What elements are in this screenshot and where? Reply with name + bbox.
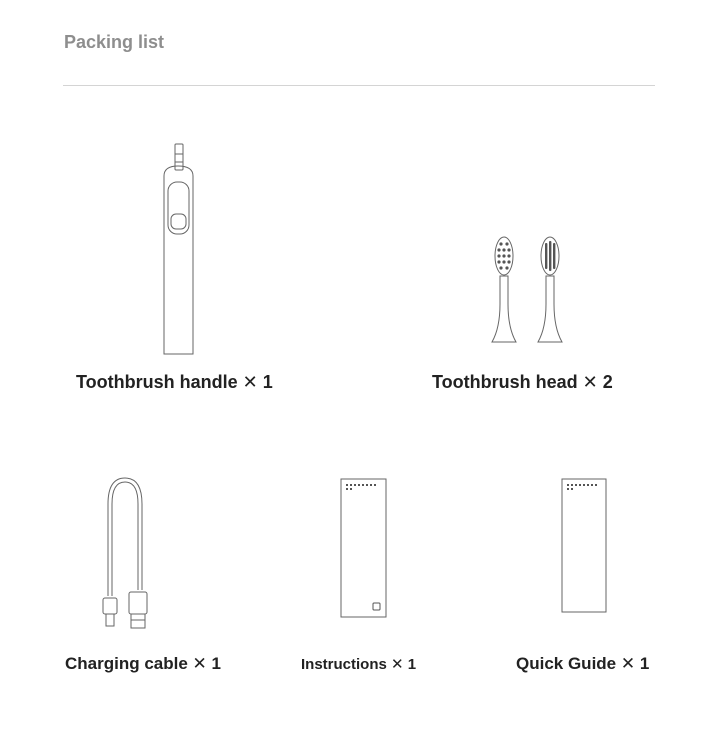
instructions-label: Instructions ✕ 1 — [301, 656, 417, 673]
toothbrush-handle-illustration — [158, 142, 200, 358]
charging-cable-illustration — [96, 474, 154, 632]
toothbrush-head-label: Toothbrush head ✕ 2 — [432, 372, 613, 392]
toothbrush-handle-label: Toothbrush handle ✕ 1 — [76, 372, 273, 392]
instructions-booklet-illustration — [340, 478, 388, 620]
charging-cable-label: Charging cable ✕ 1 — [65, 654, 221, 673]
quick-guide-illustration — [561, 478, 609, 614]
title-divider — [63, 85, 655, 86]
quick-guide-label: Quick Guide ✕ 1 — [516, 654, 650, 673]
toothbrush-heads-illustration — [488, 234, 566, 346]
page-title: Packing list — [64, 32, 165, 52]
